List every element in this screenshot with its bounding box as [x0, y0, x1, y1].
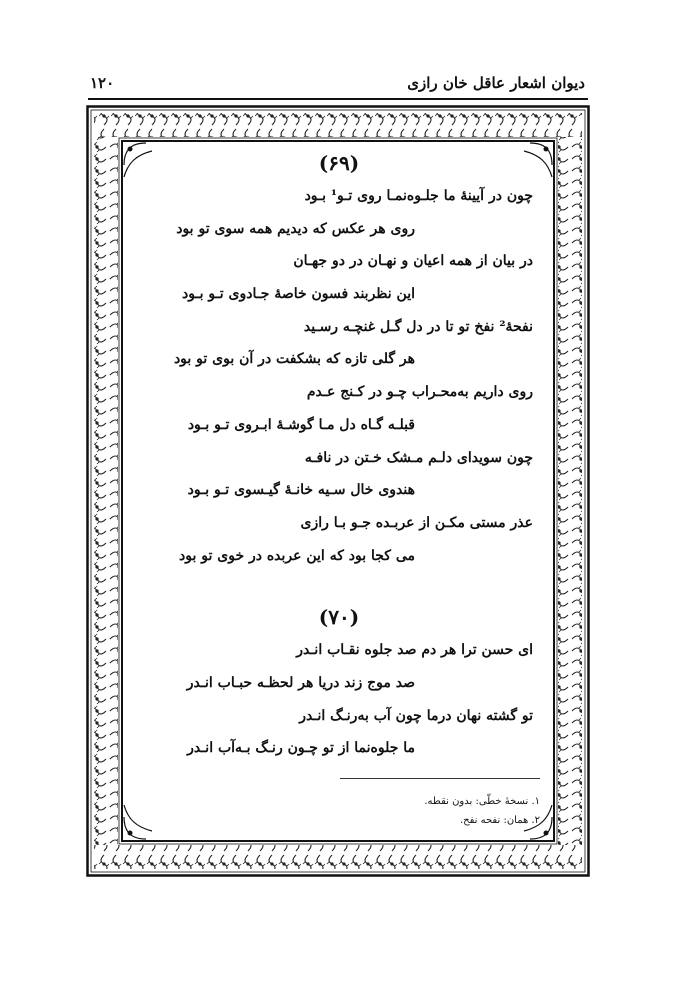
verse-line: ای حسن ترا هر دم صد جلوه نقـاب انـدر [296, 642, 533, 659]
verse-line: ما جلوه‌نما از تو چـون رنـگ بـه‌آب انـدر [187, 740, 415, 757]
verse-line: هر گلی تازه که بشکفت در آن بوی تو بود [173, 351, 415, 368]
verse-line: چون سویدای دلـم مـشک خـتن در نافـه [304, 449, 533, 466]
verse-line: هندوی خال سـیه خانـهٔ گیـسوی تـو بـود [187, 482, 415, 499]
verse-line: صد موج زند دریا هر لحظـه حبـاب انـدر [186, 674, 415, 691]
page-number: ۱۲۰ [90, 74, 115, 92]
verse-line: قبلـه گـاه دل مـا گوشـهٔ ابـروی تـو بـود [187, 416, 415, 433]
footnotes [300, 792, 540, 830]
footnote: ۲. همان: نفحه نفح. [459, 815, 540, 826]
poem-spacer [145, 572, 533, 602]
poem-title: (۶۹) [318, 151, 360, 175]
page-header [90, 74, 585, 98]
verse-line: روی داریم به‌محـراب چـو در کـنج عـدم [306, 384, 533, 401]
footnote-rule [340, 778, 540, 779]
book-title: دیوان اشعار عاقل خان رازی [407, 74, 585, 92]
verse-line: می کجا بود که این عربده در خوی تو بود [179, 547, 415, 564]
poem-body [145, 148, 533, 765]
footnote: ۱. نسخهٔ خطّی: بدون نقطه. [424, 796, 540, 807]
header-rule [88, 98, 588, 100]
verse-line: روی هر عکس که دیدیم همه سوی تو بود [176, 220, 415, 237]
verse-line: در بیان از همه اعیان و نهـان در دو جهـان [293, 253, 533, 270]
verse-line: نفحهٔ² نفخ تو تا در دل گـل غنچـه رسـید [303, 318, 533, 335]
verse-line: چون در آیینهٔ ما جلـوه‌نمـا روی تـو¹ بـود [304, 188, 533, 204]
verse-line: این نظربند فسون خاصهٔ جـادوی تـو بـود [182, 286, 415, 303]
verse-line: عذر مستی مکـن از عربـده جـو بـا رازی [300, 514, 533, 531]
poem-title: (۷۰) [318, 605, 360, 630]
verse-line: تو گشته نهان درما چون آب به‌رنـگ انـدر [299, 707, 533, 724]
